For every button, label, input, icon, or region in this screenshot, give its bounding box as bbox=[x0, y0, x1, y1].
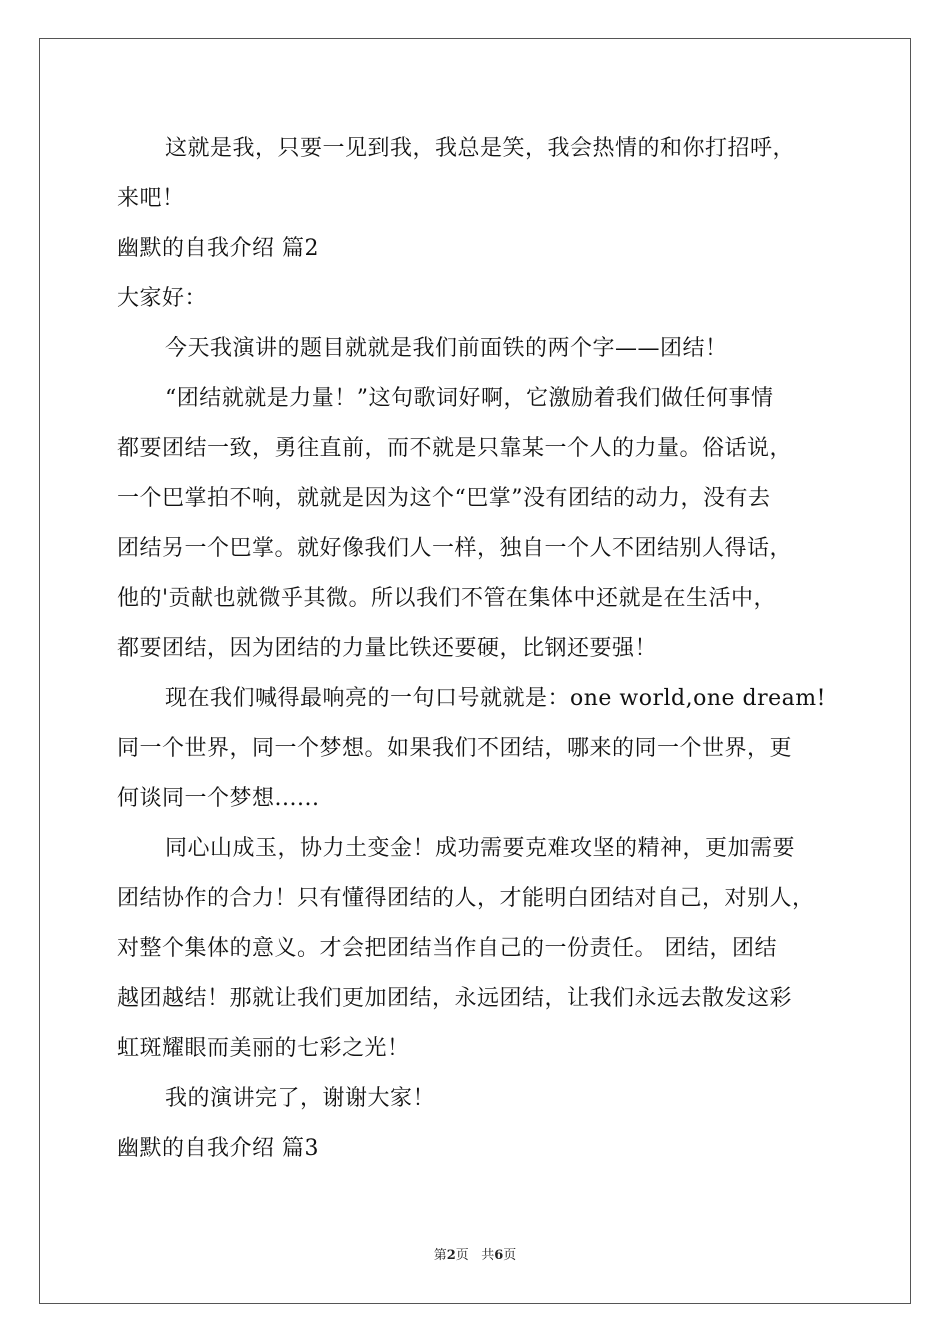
text-line: 团结另一个巴掌。就好像我们人一样，独自一个人不团结别人得话， bbox=[117, 536, 793, 561]
text-line: 幽默的自我介绍 篇2 bbox=[117, 236, 319, 261]
text-line: 幽默的自我介绍 篇3 bbox=[117, 1136, 319, 1161]
text-line: 团结协作的合力！只有懂得团结的人，才能明白团结对自己，对别人， bbox=[117, 886, 815, 911]
text-line: 都要团结一致，勇往直前，而不就是只靠某一个人的力量。俗话说， bbox=[117, 436, 793, 461]
text-line: 越团越结！那就让我们更加团结，永远团结，让我们永远去散发这彩 bbox=[117, 986, 793, 1011]
text-line: 他的'贡献也就微乎其微。所以我们不管在集体中还就是在生活中， bbox=[117, 586, 777, 611]
text-line: 今天我演讲的题目就就是我们前面铁的两个字——团结！ bbox=[165, 336, 728, 361]
footer-page-prefix: 第 bbox=[433, 1248, 447, 1263]
footer-total-suffix: 页 bbox=[503, 1248, 517, 1263]
footer-total-prefix: 共 bbox=[481, 1248, 495, 1263]
text-line: 这就是我，只要一见到我，我总是笑，我会热情的和你打招呼， bbox=[165, 136, 796, 161]
text-line: 我的演讲完了，谢谢大家！ bbox=[165, 1086, 436, 1111]
text-line: 对整个集体的意义。才会把团结当作自己的一份责任。 团结，团结 bbox=[117, 936, 777, 961]
text-line: 何谈同一个梦想...... bbox=[117, 786, 320, 811]
text-line: 现在我们喊得最响亮的一句口号就就是：one world,one dream! bbox=[165, 686, 826, 711]
text-line: 大家好： bbox=[117, 286, 208, 311]
text-line: 一个巴掌拍不响，就就是因为这个“巴掌”没有团结的动力，没有去 bbox=[117, 486, 771, 511]
text-line: 同一个世界，同一个梦想。如果我们不团结，哪来的同一个世界，更 bbox=[117, 736, 793, 761]
document-body bbox=[117, 124, 842, 1174]
text-line: 来吧！ bbox=[117, 186, 185, 211]
text-line: “团结就就是力量！”这句歌词好啊，它激励着我们做任何事情 bbox=[165, 386, 774, 411]
footer-page-suffix: 页 bbox=[455, 1248, 469, 1263]
text-line: 都要团结，因为团结的力量比铁还要硬，比钢还要强！ bbox=[117, 636, 658, 661]
text-line: 虹斑耀眼而美丽的七彩之光！ bbox=[117, 1036, 410, 1061]
footer-page-number: 2 bbox=[446, 1248, 456, 1263]
page-footer bbox=[0, 1248, 950, 1264]
text-line: 同心山成玉，协力土变金！成功需要克难攻坚的精神，更加需要 bbox=[165, 836, 796, 861]
footer-total-pages: 6 bbox=[494, 1248, 504, 1263]
